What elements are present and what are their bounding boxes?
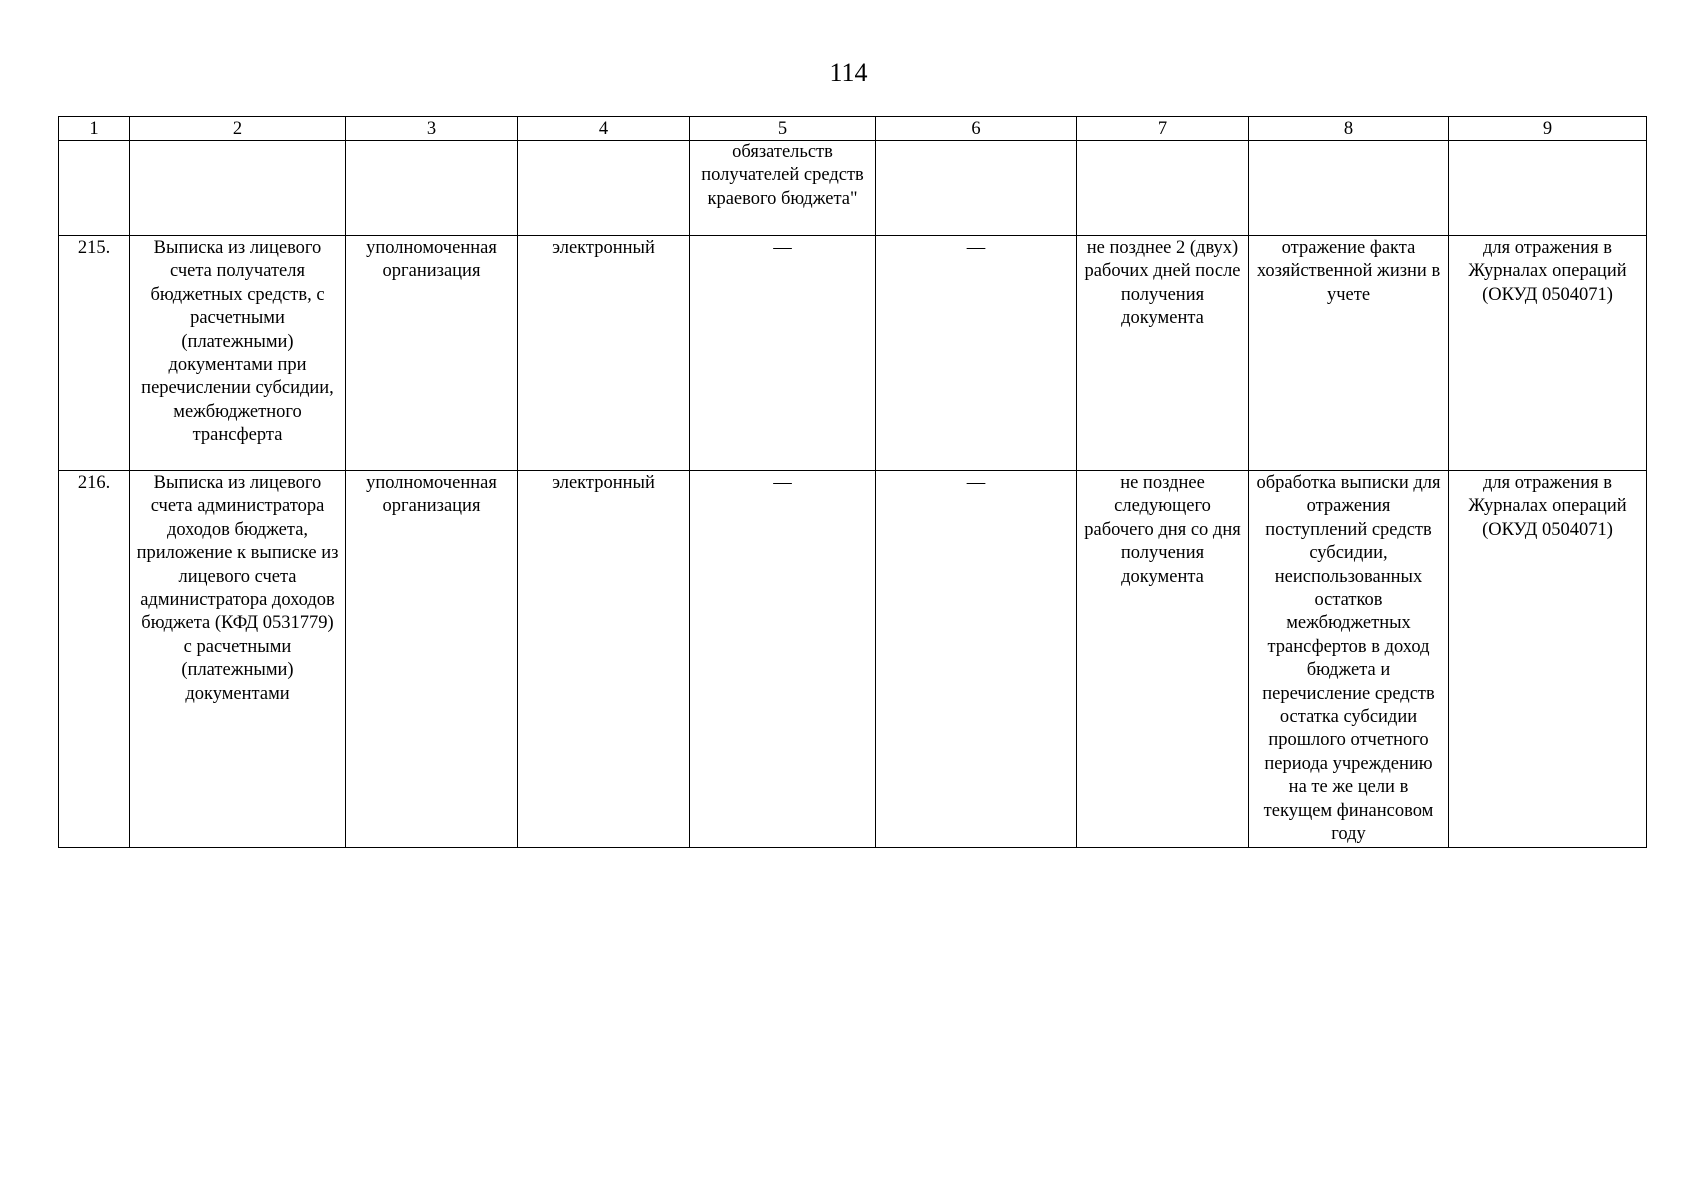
table-cell [346, 141, 518, 236]
column-header: 1 [59, 117, 130, 141]
document-table [58, 116, 1647, 848]
column-header: 4 [518, 117, 690, 141]
table-cell [130, 141, 346, 236]
table-cell [1449, 141, 1647, 236]
usage: для отражения в Журналах операций (ОКУД 0504071) [1449, 236, 1647, 471]
column-header: 8 [1249, 117, 1449, 141]
table-cell [59, 141, 130, 236]
deadline: не позднее 2 (двух) рабочих дней после получения документа [1077, 236, 1249, 471]
table-cell [518, 141, 690, 236]
table-cell [876, 141, 1077, 236]
table-cell [1249, 141, 1449, 236]
page-number: 114 [829, 58, 868, 87]
column-header: 6 [876, 117, 1077, 141]
column-header: 9 [1449, 117, 1647, 141]
table-cell [1077, 141, 1249, 236]
row-number: 215. [59, 236, 130, 471]
table-row [59, 471, 1647, 848]
document-name: Выписка из лицевого счета администратора доходов бюджета, приложение к выписке из лицевого счета администратора доходов бюджета (КФД 0531779) с расчетными (платежными) документами [130, 471, 346, 848]
responsible-party: уполномоченная организация [346, 236, 518, 471]
table-row [59, 236, 1647, 471]
purpose: отражение факта хозяйственной жизни в учете [1249, 236, 1449, 471]
dash-cell: — [690, 471, 876, 848]
column-header: 7 [1077, 117, 1249, 141]
document-format: электронный [518, 236, 690, 471]
column-header: 5 [690, 117, 876, 141]
continuation-row [59, 141, 1647, 236]
deadline: не позднее следующего рабочего дня со дня получения документа [1077, 471, 1249, 848]
dash-cell: — [876, 471, 1077, 848]
document-format: электронный [518, 471, 690, 848]
column-header-row [59, 117, 1647, 141]
row-number: 216. [59, 471, 130, 848]
column-header: 3 [346, 117, 518, 141]
document-name: Выписка из лицевого счета получателя бюджетных средств, с расчетными (платежными) документами при перечислении субсидии, межбюджетного трансферта [130, 236, 346, 471]
dash-cell: — [690, 236, 876, 471]
dash-cell: — [876, 236, 1077, 471]
purpose: обработка выписки для отражения поступлений средств субсидии, неиспользованных остатков межбюджетных трансфертов в доход бюджета и перечисление средств остатка субсидии прошлого отчетного периода учреждению на те же цели в текущем финансовом году [1249, 471, 1449, 848]
usage: для отражения в Журналах операций (ОКУД 0504071) [1449, 471, 1647, 848]
column-header: 2 [130, 117, 346, 141]
continuation-text: обязательств получателей средств краевого бюджета" [690, 141, 876, 236]
responsible-party: уполномоченная организация [346, 471, 518, 848]
